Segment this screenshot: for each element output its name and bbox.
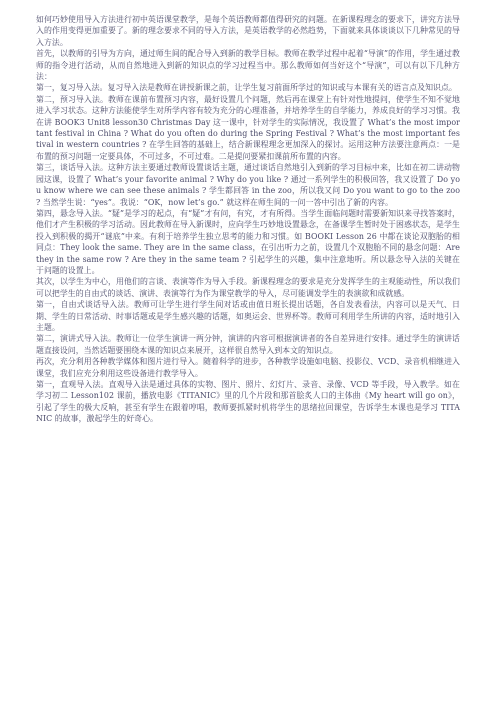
paragraph-review-method: 第一，复习导入法。复习导入法是教师在讲授新课之前，让学生复习前面所学过的知识或与本课有关的语言点及知识点。 bbox=[36, 83, 457, 93]
paragraph-student-centered: 其次，以学生为中心，用他们的言谈、表演等作为导入手段。新课程理念的要求是充分发挥学生的主观能动性，所以我们可以把学生的自由式的谈话、演讲、表演等行为作为课堂教学的导入，尽可能调发学生的表演欲和成就感。 bbox=[36, 277, 460, 298]
paragraph-free-talk-method: 第一，自由式谈话导入法。教师可让学生进行学生间对话或由值日班长提出话题，各自发表看法，内容可以是天气、日期、学生的日常活动、时事话题或是学生感兴趣的话题，如奥运会、世界杯等。教师可利用学生所讲的内容，适时地引入主题。 bbox=[36, 300, 460, 332]
paragraph-visual-method: 第一，直观导入法。直观导入法是通过具体的实物、图片、照片、幻灯片、录音、录像、VCD 等手段，导入教学。如在学习初二 Lesson102 课前，播放电影《TITANIC》里的几个片段和那首脍炙人口的主体曲《My heart will go on》，引起了学生的极大反响，甚至有学生在跟着哼唱，教师要抓紧时机将学生的思绪拉回课堂，告诉学生本课也是学习 TITANIC 的故事，激起学生的好奇心。 bbox=[36, 380, 460, 424]
paragraph-speech-method: 第二，演讲式导入法。教师让一位学生演讲一两分钟，演讲的内容可根据演讲者的各自差异进行安排。通过学生的演讲话题直接设问，当然话题要围绕本课的知识点来展开，这样很自然导入到本文的知识点。 bbox=[36, 334, 460, 355]
paragraph-media-intro: 再次，充分利用各种教学媒体和图片进行导入。随着科学的进步，各种教学设施如电脑、投影仪、VCD、录音机相继进入课堂，我们应充分利用这些设备进行教学导入。 bbox=[36, 357, 460, 378]
paragraph-suspense-method: 第四，悬念导入法。“疑”是学习的起点，有“疑”才有问，有究，才有所得。当学生面临问题时需要新知识来寻找答案时，他们才产生积极的学习活动。因此教师在导入新课时，应向学生巧妙地设置悬念，在备课学生暂时处于困惑状态，是学生投入到积极的揭开“谜底”中来。有利于培养学生独立思考的能力和习惯。如 BOOKI Lesson 26 中都在谈论双胞胎的相同点：They look the same. They are in the same class，在引出听力之前，设置几个双胞胎不同的悬念问题：Are they in the same row ? Are they in the same team ? 引起学生的兴趣，集中注意地听。所以悬念导入法的关键在于问题的设置上。 bbox=[36, 208, 460, 275]
paragraph-teacher-guidance: 首先，以教师的引导为方向，通过师生间的配合导入到新的教学目标。教师在教学过程中起着“导演”的作用，学生通过教师的指令进行活动，从而自然地进入到新的知识点的学习过程当中。那么教师如何当好这个“导演”，可以有以下几种方法： bbox=[36, 49, 460, 82]
paragraph-intro: 如何巧妙使用导入方法进行初中英语课堂教学，是每个英语教师都值得研究的问题。在新课程理念的要求下，讲究方法导入的作用变得更加重要了。新的理念要求不同的导入方法，是英语教学的必然趋势，下面就来具体谈谈以下几种常见的导入方法。 bbox=[36, 15, 460, 47]
document-body bbox=[36, 14, 460, 425]
paragraph-conversation-method: 第三，谈话导入法。这种方法主要通过教师设置谈话主题，通过谈话自然地引入到新的学习目标中来，比如在初二讲动物园这课，设置了 What’s your favorite animal ? Why do you like ? 通过一系列学生的积极回答，我又设置了 Do you know where we can see these animals ? 学生都回答 in the zoo，所以我又问 Do you want to go to the zoo ? 当然学生说：“yes”。我说：“OK，now let’s go.” 就这样在师生间的一问一答中引出了新的内容。 bbox=[36, 163, 460, 207]
paragraph-preview-method: 第二，预习导入法。教师在课前布置预习内容，最好设置几个问题，然后再在课堂上有针对性地提问，使学生不知不觉地进入学习状态。这种方法能使学生对所学内容有较为充分的心理准备，并培养学生的自学能力，养成良好的学习习惯。我在讲 BOOK3 Unit8 lesson30 Christmas Day 这一课中，针对学生的实际情况，我设置了 What’s the most important festival in China ? What do you often do during the Spring Festival ? What’s the most important festival in western countries ? 在学生回答的基础上，结合新课程理念更加深入的探讨。运用这种方法要注意两点：一是布置的预习问题一定要具体，不可过多，不可过难。二是提问要紧扣课前所布置的内容。 bbox=[36, 94, 460, 161]
